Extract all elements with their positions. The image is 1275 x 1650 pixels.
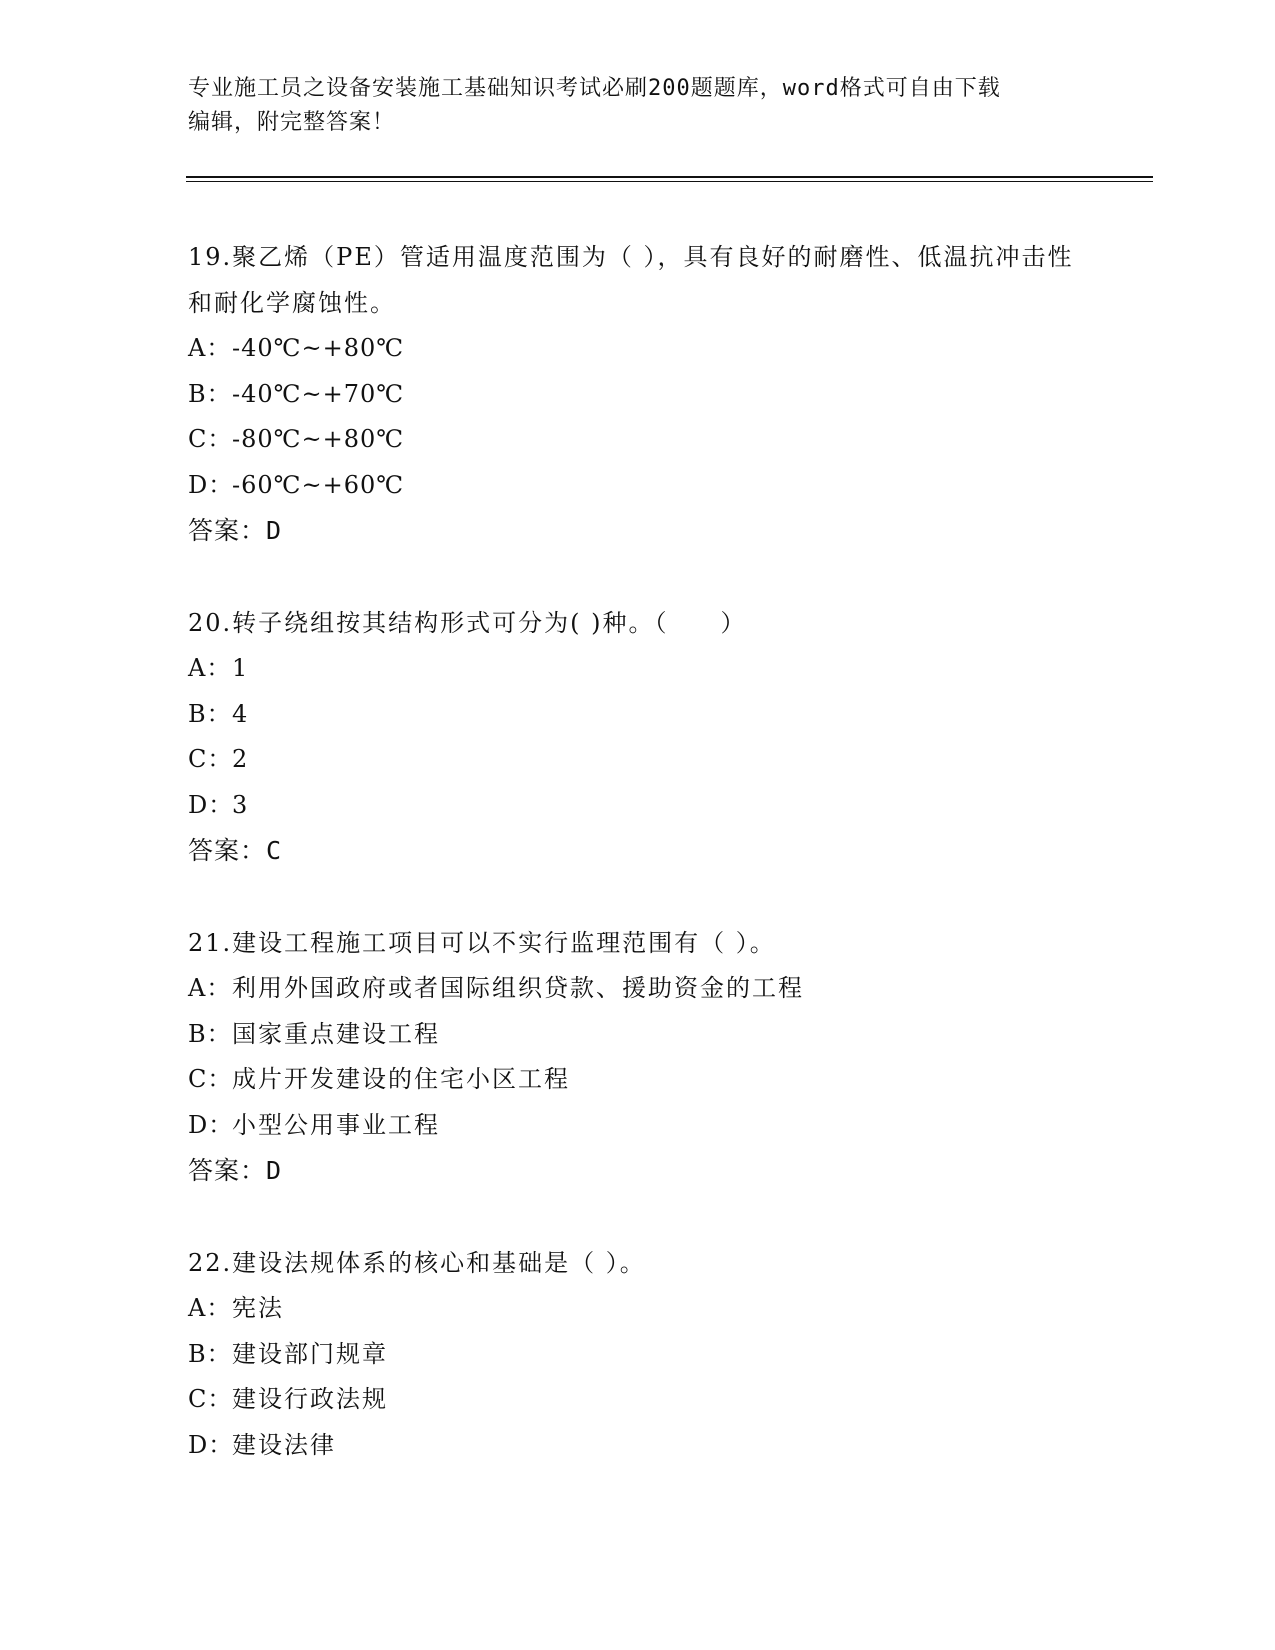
document-title-line-1: 专业施工员之设备安装施工基础知识考试必刷200题题库，word格式可自由下载: [188, 76, 1001, 101]
question-stem: 20.转子绕组按其结构形式可分为( )种。（ ）: [188, 609, 747, 637]
option-text: 4: [232, 699, 249, 728]
option-text: 建设部门规章: [232, 1339, 388, 1368]
question-stem: 19.聚乙烯（PE）管适用温度范围为（ ），具有良好的耐磨性、低温抗冲击性和耐化学腐蚀性。: [188, 243, 1074, 317]
question-stem: 21.建设工程施工项目可以不实行监理范围有（ ）。: [188, 929, 776, 957]
option-c: [188, 417, 1088, 463]
option-text: 建设法律: [232, 1430, 336, 1459]
option-c: [188, 1057, 1088, 1103]
option-key: D：: [188, 470, 234, 499]
option-key: D：: [188, 1110, 234, 1139]
document-header: [188, 72, 1068, 140]
option-text: -40℃~+80℃: [232, 334, 405, 362]
option-b: [188, 1012, 1088, 1058]
option-text: 利用外国政府或者国际组织贷款、援助资金的工程: [232, 974, 804, 1002]
question-list: [188, 234, 1088, 1514]
answer-label: 答案：D: [188, 1156, 283, 1185]
option-b: [188, 372, 1088, 418]
option-a: [188, 966, 1088, 1012]
option-b: [188, 692, 1088, 738]
option-key: B：: [188, 699, 232, 728]
option-a: [188, 1286, 1088, 1332]
header-divider-thin: [186, 181, 1153, 182]
option-a: [188, 646, 1088, 692]
option-text: -40℃~+70℃: [232, 379, 405, 408]
option-key: D：: [188, 1430, 234, 1459]
option-key: C：: [188, 1385, 233, 1413]
option-a: [188, 326, 1088, 372]
option-d: [188, 463, 1088, 509]
option-key: C：: [188, 1065, 233, 1093]
question-21: [188, 920, 1088, 1194]
option-key: A：: [188, 974, 232, 1002]
answer-label: 答案：D: [188, 516, 283, 545]
option-text: 2: [232, 745, 249, 773]
option-text: 国家重点建设工程: [232, 1019, 440, 1048]
option-text: -60℃~+60℃: [232, 470, 405, 499]
question-20: [188, 600, 1088, 874]
option-key: D：: [188, 790, 234, 819]
option-d: [188, 1103, 1088, 1149]
header-divider-thick: [186, 176, 1153, 178]
option-key: A：: [188, 334, 232, 362]
option-b: [188, 1332, 1088, 1378]
option-text: 1: [232, 654, 249, 682]
question-22: [188, 1240, 1088, 1468]
question-19: [188, 234, 1088, 554]
option-text: 宪法: [232, 1294, 284, 1322]
option-text: 建设行政法规: [232, 1385, 388, 1413]
option-text: -80℃~+80℃: [232, 425, 405, 453]
option-key: B：: [188, 1339, 232, 1368]
option-c: [188, 737, 1088, 783]
option-d: [188, 1423, 1088, 1469]
option-key: B：: [188, 379, 232, 408]
option-key: A：: [188, 1294, 232, 1322]
option-key: C：: [188, 745, 233, 773]
option-key: B：: [188, 1019, 232, 1048]
option-d: [188, 783, 1088, 829]
option-c: [188, 1377, 1088, 1423]
document-title-line-2: 编辑，附完整答案！: [188, 110, 396, 135]
question-stem: 22.建设法规体系的核心和基础是（ ）。: [188, 1249, 646, 1277]
option-text: 小型公用事业工程: [232, 1110, 440, 1139]
answer-label: 答案：C: [188, 836, 283, 865]
option-text: 3: [232, 790, 249, 819]
option-key: A：: [188, 654, 232, 682]
option-text: 成片开发建设的住宅小区工程: [232, 1065, 570, 1093]
option-key: C：: [188, 425, 233, 453]
